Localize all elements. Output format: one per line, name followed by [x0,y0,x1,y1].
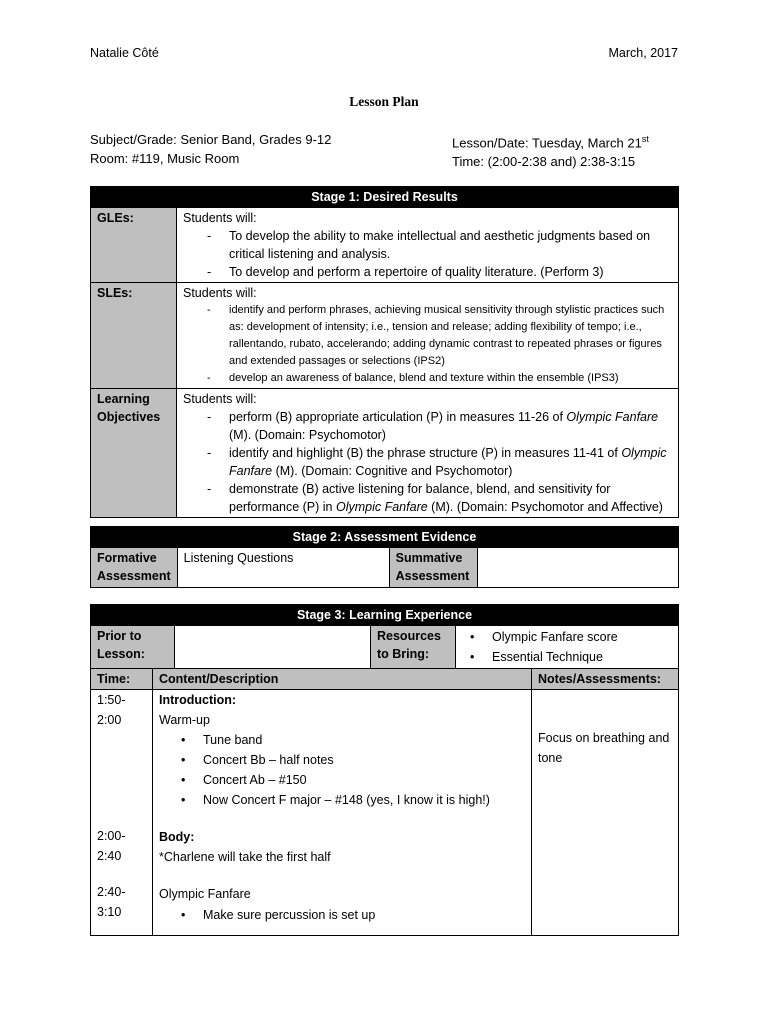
stage2-title: Stage 2: Assessment Evidence [91,527,679,548]
gles-row [91,208,679,283]
list-item: • Concert Bb – half notes [179,750,525,770]
list-item: • Essential Technique [468,647,672,667]
stage3-title: Stage 3: Learning Experience [91,605,679,626]
list-item: - develop an awareness of balance, blend and texture within the ensemble (IPS3) [203,370,672,387]
stage2-table [90,526,679,588]
room: Room: #119, Music Room [90,151,240,166]
summative-value [477,548,678,588]
intro-heading: Introduction: [159,693,237,707]
list-item: - demonstrate (B) active listening for balance, blend, and sensitivity for performance (P) in Olympic Fanfare (M). (Domain: Psychomotor and Affective) [203,480,672,516]
col-content: Content/Description [153,669,532,690]
formative-label: Formative Assessment [91,548,178,588]
objectives-row [91,389,679,518]
header-date: March, 2017 [608,46,678,60]
prior-value [175,626,371,669]
page-title: Lesson Plan [349,94,419,109]
stage1-table [90,186,679,518]
list-item: • Concert Ab – #150 [179,770,525,790]
list-item: • Make sure percussion is set up [179,905,525,925]
list-item: - identify and perform phrases, achieving musical sensitivity through stylistic practices such as: development of intensity; i.e., tension and release; adding flexibility of tempo; i.e., rallentando, rubato, accelerando; adding dynamic contrast to repeated phrases or figures and extended passages or selections (IPS2) [203,302,672,370]
warmup-label: Warm-up [159,712,210,727]
col-notes: Notes/Assessments: [532,669,679,690]
summative-label: Summative Assessment [389,548,477,588]
notes-text: Focus on breathing and tone [538,731,670,765]
subject-grade: Subject/Grade: Senior Band, Grades 9-12 [90,132,332,147]
list-item: • Olympic Fanfare score [468,627,672,647]
body-heading: Body: [159,830,195,844]
time-slot: 1:50-2:00 [97,693,126,727]
gles-label: GLEs: [91,208,177,283]
sles-row [91,283,679,389]
lesson-date: Lesson/Date: Tuesday, March 21st [452,134,649,151]
list-item: - To develop and perform a repertoire of quality literature. (Perform 3) [203,263,672,281]
meta-left [90,130,331,168]
stage1-title: Stage 1: Desired Results [91,187,679,208]
piece-title: Olympic Fanfare [159,887,251,901]
time-slot: 2:40-3:10 [97,885,126,919]
author-name: Natalie Côté [90,46,159,60]
list-item: • Tune band [179,730,525,750]
col-time: Time: [91,669,153,690]
sles-intro: Students will: [183,286,257,300]
list-item: - identify and highlight (B) the phrase structure (P) in measures 11-41 of Olympic Fanfare (M). (Domain: Cognitive and Psychomotor) [203,444,672,480]
objectives-label: Learning Objectives [91,389,177,518]
objectives-intro: Students will: [183,392,257,406]
stage3-table [90,604,679,936]
list-item: - perform (B) appropriate articulation (P) in measures 11-26 of Olympic Fanfare (M). (Domain: Psychomotor) [203,408,672,444]
resources-label: Resources to Bring: [371,626,456,669]
meta-right [452,130,649,171]
lesson-time: Time: (2:00-2:38 and) 2:38-3:15 [452,154,636,170]
list-item: - To develop the ability to make intellectual and aesthetic judgments based on critical listening and analysis. [203,227,672,263]
time-slot: 2:00-2:40 [97,829,126,863]
body-note: *Charlene will take the first half [159,849,331,864]
list-item: • Now Concert F major – #148 (yes, I know it is high!) [179,790,525,810]
gles-intro: Students will: [183,211,257,225]
formative-value: Listening Questions [177,548,389,588]
sles-label: SLEs: [91,283,177,389]
prior-label: Prior to Lesson: [91,626,175,669]
